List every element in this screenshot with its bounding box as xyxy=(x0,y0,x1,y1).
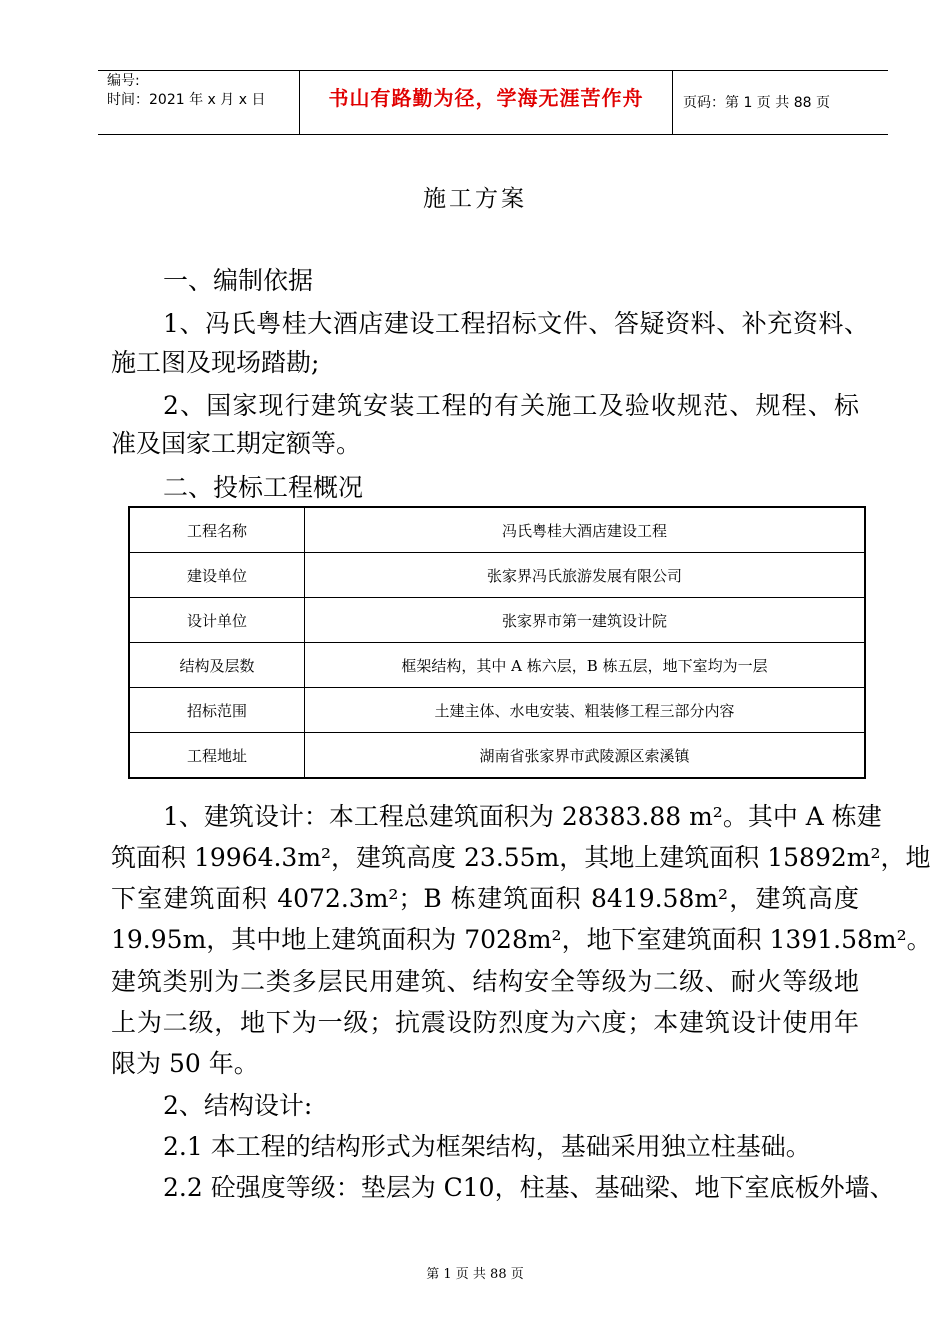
body-p4: 2.2 砼强度等级：垫层为 C10，柱基、基础梁、地下室底板外墙、 xyxy=(163,1173,895,1202)
body-p1-line7: 限为 50 年。 xyxy=(111,1049,259,1078)
table-row xyxy=(129,553,865,598)
table-cell-value: 框架结构，其中 A 栋六层，B 栋五层，地下室均为一层 xyxy=(305,643,866,688)
table-cell-label: 招标范围 xyxy=(129,688,305,733)
table-row xyxy=(129,507,865,553)
table-row xyxy=(129,688,865,733)
table-cell-value: 张家界冯氏旅游发展有限公司 xyxy=(305,553,866,598)
table-row xyxy=(129,598,865,643)
header-top-rule xyxy=(98,70,888,71)
body-p1-line3: 下室建筑面积 4072.3m²；B 栋建筑面积 8419.58m²，建筑高度 xyxy=(111,884,859,913)
body-p1-line6: 上为二级，地下为一级；抗震设防烈度为六度；本建筑设计使用年 xyxy=(111,1008,859,1037)
body-p1-line2: 筑面积 19964.3m²，建筑高度 23.55m，其地上建筑面积 15892m²，地 xyxy=(111,843,931,872)
header-page-info: 页码：第 1 页 共 88 页 xyxy=(683,95,830,111)
page-footer: 第 1 页 共 88 页 xyxy=(426,1267,524,1282)
section1-item1-line2: 施工图及现场踏勘; xyxy=(111,348,320,377)
table-cell-label: 设计单位 xyxy=(129,598,305,643)
body-p1-line4: 19.95m，其中地上建筑面积为 7028m²，地下室建筑面积 1391.58m²。 xyxy=(111,925,932,954)
table-cell-label: 工程地址 xyxy=(129,733,305,779)
body-p2: 2、结构设计: xyxy=(163,1091,313,1120)
section1-item1-line1: 1、冯氏粤桂大酒店建设工程招标文件、答疑资料、补充资料、 xyxy=(163,309,869,338)
section1-heading: 一、编制依据 xyxy=(163,266,314,295)
table-cell-label: 结构及层数 xyxy=(129,643,305,688)
body-p3: 2.1 本工程的结构形式为框架结构，基础采用独立柱基础。 xyxy=(163,1132,811,1161)
table-row xyxy=(129,733,865,779)
table-cell-label: 建设单位 xyxy=(129,553,305,598)
header-time-label: 时间：2021 年 x 月 x 日 xyxy=(107,92,266,108)
header-motto: 书山有路勤为径，学海无涯苦作舟 xyxy=(328,86,644,110)
table-cell-value: 湖南省张家界市武陵源区索溪镇 xyxy=(305,733,866,779)
section1-item2-line1: 2、国家现行建筑安装工程的有关施工及验收规范、规程、标 xyxy=(163,391,859,420)
document-title: 施工方案 xyxy=(423,186,527,212)
header-meta xyxy=(107,72,265,110)
table-cell-value: 土建主体、水电安装、粗装修工程三部分内容 xyxy=(305,688,866,733)
body-p1-line1: 1、建筑设计：本工程总建筑面积为 28383.88 m²。其中 A 栋建 xyxy=(163,802,882,831)
section2-heading: 二、投标工程概况 xyxy=(163,473,364,502)
section1-item2-line2: 准及国家工期定额等。 xyxy=(111,429,362,458)
table-cell-value: 冯氏粤桂大酒店建设工程 xyxy=(305,507,866,553)
project-info-table xyxy=(128,506,866,779)
body-p1-line5: 建筑类别为二类多层民用建筑、结构安全等级为二级、耐火等级地 xyxy=(111,967,859,996)
header-number-label: 编号: xyxy=(107,73,140,89)
header-divider-right xyxy=(672,70,673,134)
table-cell-label: 工程名称 xyxy=(129,507,305,553)
table-row xyxy=(129,643,865,688)
header-bottom-rule xyxy=(98,134,888,135)
table-cell-value: 张家界市第一建筑设计院 xyxy=(305,598,866,643)
